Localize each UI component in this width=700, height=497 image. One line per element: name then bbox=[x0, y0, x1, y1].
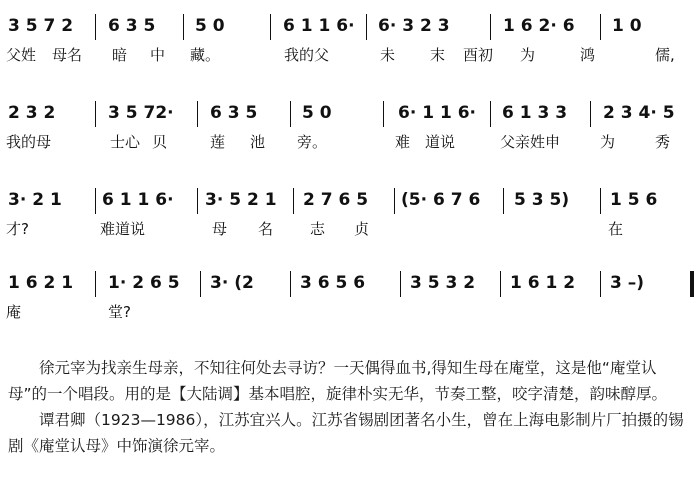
lyric: 中 bbox=[150, 46, 166, 64]
note-group: 5 3 5) bbox=[514, 190, 570, 210]
lyric: 父姓 bbox=[6, 46, 37, 64]
notation-row bbox=[0, 188, 700, 214]
note-group: 6 1 3 3 bbox=[502, 103, 568, 123]
barline bbox=[197, 101, 198, 127]
lyrics-row bbox=[0, 301, 700, 327]
notation-row bbox=[0, 271, 700, 297]
note-group: 6 3 5 bbox=[210, 103, 258, 123]
note-group: 6 1 1 6· bbox=[102, 190, 174, 210]
barline bbox=[95, 101, 96, 127]
note-group: 1 6 2 1 bbox=[8, 273, 74, 293]
barline bbox=[95, 271, 96, 297]
lyric: 末 bbox=[430, 46, 446, 64]
barline bbox=[600, 271, 601, 297]
lyric: 藏。 bbox=[190, 46, 221, 64]
lyric: 父亲姓申 bbox=[500, 133, 561, 151]
note-group: 3 5 7 2 bbox=[8, 16, 74, 36]
note-group: 3 6 5 6 bbox=[300, 273, 366, 293]
lyrics-row bbox=[0, 218, 700, 244]
barline bbox=[383, 101, 384, 127]
barline bbox=[290, 101, 291, 127]
barline bbox=[600, 188, 601, 214]
lyric: 母名 bbox=[52, 46, 83, 64]
lyric: 在 bbox=[608, 220, 624, 238]
barline bbox=[366, 14, 367, 40]
lyric: 贝 bbox=[152, 133, 168, 151]
barline bbox=[197, 188, 198, 214]
barline bbox=[490, 101, 491, 127]
note-group: 6· 1 1 6· bbox=[398, 103, 476, 123]
barline bbox=[400, 271, 401, 297]
lyric: 名 bbox=[258, 220, 274, 238]
lyric: 鸿 bbox=[580, 46, 596, 64]
barline bbox=[500, 271, 501, 297]
note-group: 3 –) bbox=[610, 273, 645, 293]
final-barline bbox=[690, 271, 694, 297]
lyric: 难 bbox=[395, 133, 411, 151]
note-group: 2 3 4· 5 bbox=[603, 103, 675, 123]
barline bbox=[95, 14, 96, 40]
description-paragraph-2: 谭君卿（1923—1986），江苏宜兴人。江苏省锡剧团著名小生，曾在上海电影制片厂拍摄的锡剧《庵堂认母》中饰演徐元宰。 bbox=[8, 411, 684, 455]
lyric: 堂? bbox=[108, 303, 131, 321]
lyrics-row bbox=[0, 44, 700, 70]
note-group: 3 5 72· bbox=[108, 103, 174, 123]
barline bbox=[270, 14, 271, 40]
lyric: 暗 bbox=[112, 46, 128, 64]
lyric: 庵 bbox=[6, 303, 22, 321]
lyric: 酉初 bbox=[463, 46, 494, 64]
lyric: 才? bbox=[6, 220, 29, 238]
notation-row bbox=[0, 14, 700, 40]
note-group: 2 7 6 5 bbox=[303, 190, 369, 210]
description-text bbox=[8, 355, 692, 459]
lyric: 为 bbox=[600, 133, 616, 151]
note-group: (5· 6 7 6 bbox=[401, 190, 481, 210]
note-group: 2 3 2 bbox=[8, 103, 56, 123]
note-group: 1 6 2· 6 bbox=[503, 16, 575, 36]
barline bbox=[293, 188, 294, 214]
note-group: 1 5 6 bbox=[610, 190, 658, 210]
lyric: 我的父 bbox=[284, 46, 330, 64]
lyrics-row bbox=[0, 131, 700, 157]
note-group: 1 0 bbox=[612, 16, 642, 36]
note-group: 1· 2 6 5 bbox=[108, 273, 180, 293]
lyric: 秀 bbox=[655, 133, 671, 151]
lyric: 儒, bbox=[655, 46, 675, 64]
barline bbox=[290, 271, 291, 297]
barline bbox=[394, 188, 395, 214]
lyric: 贞 bbox=[354, 220, 370, 238]
lyric: 池 bbox=[250, 133, 266, 151]
lyric: 母 bbox=[212, 220, 228, 238]
lyric: 未 bbox=[380, 46, 396, 64]
lyric: 道说 bbox=[425, 133, 456, 151]
lyric: 志 bbox=[310, 220, 326, 238]
note-group: 3· 2 1 bbox=[8, 190, 62, 210]
note-group: 5 0 bbox=[195, 16, 225, 36]
lyric: 旁。 bbox=[297, 133, 328, 151]
description-paragraph-1: 徐元宰为找亲生母亲，不知往何处去寻访？一天偶得血书,得知生母在庵堂，这是他“庵堂认母”的一个唱段。用的是【大陆调】基本唱腔，旋律朴实无华，节奏工整，咬字清楚，韵味醇厚。 bbox=[8, 359, 668, 403]
note-group: 3· (2 bbox=[210, 273, 254, 293]
lyric: 莲 bbox=[210, 133, 226, 151]
barline bbox=[200, 271, 201, 297]
notation-row bbox=[0, 101, 700, 127]
barline bbox=[490, 14, 491, 40]
note-group: 3· 5 2 1 bbox=[205, 190, 277, 210]
barline bbox=[590, 101, 591, 127]
lyric: 我的母 bbox=[6, 133, 52, 151]
note-group: 3 5 3 2 bbox=[410, 273, 476, 293]
barline bbox=[95, 188, 96, 214]
note-group: 6 3 5 bbox=[108, 16, 156, 36]
lyric: 难道说 bbox=[100, 220, 146, 238]
barline bbox=[503, 188, 504, 214]
barline bbox=[600, 14, 601, 40]
lyric: 士心 bbox=[110, 133, 141, 151]
note-group: 5 0 bbox=[302, 103, 332, 123]
note-group: 6· 3 2 3 bbox=[378, 16, 450, 36]
barline bbox=[183, 14, 184, 40]
note-group: 1 6 1 2 bbox=[510, 273, 576, 293]
note-group: 6 1 1 6· bbox=[283, 16, 355, 36]
lyric: 为 bbox=[520, 46, 536, 64]
